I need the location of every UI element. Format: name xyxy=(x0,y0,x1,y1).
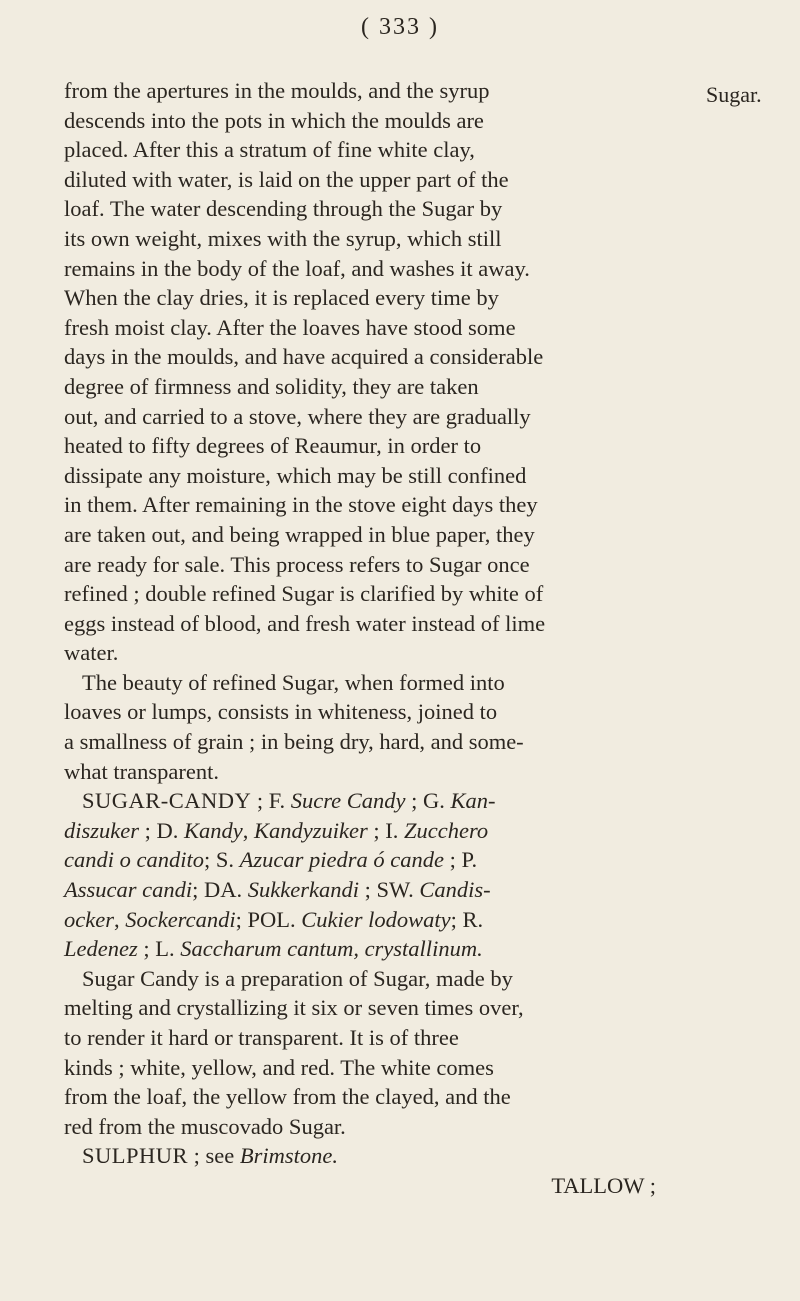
text-line xyxy=(64,816,694,846)
text-line xyxy=(64,845,694,875)
text-line: diluted with water, is laid on the upper part of the xyxy=(64,166,509,192)
foreign-term: Sucre Candy xyxy=(290,788,406,814)
text-line: Sugar Candy is a preparation of Sugar, made by xyxy=(82,965,513,991)
foreign-term: Zucchero xyxy=(403,817,489,843)
separator: ; DA. xyxy=(192,877,248,903)
separator: ; see xyxy=(188,1143,240,1169)
separator: ; I. xyxy=(367,817,404,843)
separator: ; G. xyxy=(405,788,451,814)
separator: ; POL. xyxy=(235,906,302,932)
text-line: loaves or lumps, consists in whiteness, joined to xyxy=(64,699,498,725)
page-number: ( 333 ) xyxy=(361,14,439,40)
text-line: red from the muscovado Sugar. xyxy=(64,1113,346,1139)
entry-heading: SULPHUR xyxy=(82,1143,189,1169)
text-line: placed. After this a stratum of fine white clay, xyxy=(64,137,475,163)
margin-note: Sugar. xyxy=(706,82,762,107)
foreign-term: Kandy xyxy=(184,817,243,843)
foreign-term: candi o candito xyxy=(64,847,204,873)
entry-sulphur xyxy=(64,1141,694,1171)
separator: ; SW. xyxy=(358,877,420,903)
separator: ; L. xyxy=(137,936,181,962)
text-line: dissipate any moisture, which may be still confined xyxy=(64,462,527,488)
text-line: refined ; double refined Sugar is clarified by white of xyxy=(64,581,544,607)
paragraph-sugar-beauty xyxy=(64,668,694,786)
text-line: kinds ; white, yellow, and red. The white comes xyxy=(64,1054,494,1080)
foreign-term: Saccharum cantum, crystallinum. xyxy=(180,936,483,962)
text-line: descends into the pots in which the moulds are xyxy=(64,107,484,133)
text-line: are ready for sale. This process refers to Sugar once xyxy=(64,551,530,577)
text-line: out, and carried to a stove, where they are gradually xyxy=(64,403,531,429)
text-line: what transparent. xyxy=(64,758,219,784)
separator: ; F. xyxy=(251,788,291,814)
paragraph-sugar-candy xyxy=(64,964,694,1142)
text-line: a smallness of grain ; in being dry, hard, and some- xyxy=(64,729,524,755)
entry-heading: SUGAR-CANDY xyxy=(82,788,252,814)
text-line: from the loaf, the yellow from the clayed, and the xyxy=(64,1084,511,1110)
foreign-term: Cukier lodowaty xyxy=(301,906,451,932)
text-line: its own weight, mixes with the syrup, which still xyxy=(64,225,502,251)
text-line: melting and crystallizing it six or seven times over, xyxy=(64,995,524,1021)
separator: ; S. xyxy=(203,847,240,873)
text-line: in them. After remaining in the stove eight days they xyxy=(64,492,538,518)
separator: ; R. xyxy=(450,906,484,932)
text-line: fresh moist clay. After the loaves have stood some xyxy=(64,314,516,340)
paragraph-sugar-refining xyxy=(64,76,694,668)
text-line xyxy=(64,786,694,816)
text-line xyxy=(64,875,694,905)
text-line: water. xyxy=(64,640,119,666)
foreign-term: Sockercandi xyxy=(125,906,236,932)
text-line: remains in the body of the loaf, and washes it away. xyxy=(64,255,530,281)
foreign-term: diszuker xyxy=(64,817,139,843)
foreign-term: ocker xyxy=(64,906,114,932)
foreign-term: Kandyzuiker xyxy=(254,817,368,843)
text-line xyxy=(64,934,694,964)
text-line: degree of firmness and solidity, they are taken xyxy=(64,373,479,399)
separator: ; P. xyxy=(443,847,478,873)
text-line: eggs instead of blood, and fresh water instead of lime xyxy=(64,610,546,636)
foreign-term: Kan- xyxy=(450,788,496,814)
entry-sugar-candy xyxy=(64,786,694,964)
catchword: TALLOW ; xyxy=(551,1172,656,1198)
separator: , xyxy=(242,817,254,843)
body-text xyxy=(64,76,694,1201)
cross-reference: Brimstone. xyxy=(239,1143,339,1169)
separator: , xyxy=(113,906,126,932)
foreign-term: Ledenez xyxy=(64,936,138,962)
separator: ; D. xyxy=(139,817,184,843)
text-line: When the clay dries, it is replaced every time by xyxy=(64,285,499,311)
foreign-term: Assucar candi xyxy=(64,877,193,903)
text-line: to render it hard or transparent. It is of three xyxy=(64,1025,459,1050)
text-line: from the apertures in the moulds, and the syrup xyxy=(64,78,490,103)
text-line: The beauty of refined Sugar, when formed into xyxy=(82,669,505,695)
foreign-term: Azucar piedra ó cande xyxy=(239,847,444,873)
text-line: days in the moulds, and have acquired a considerable xyxy=(64,344,544,370)
text-line: are taken out, and being wrapped in blue paper, they xyxy=(64,521,535,547)
text-line xyxy=(64,905,694,935)
text-line: loaf. The water descending through the Sugar by xyxy=(64,196,503,222)
foreign-term: Candis- xyxy=(419,877,491,903)
text-line: heated to fifty degrees of Reaumur, in order to xyxy=(64,433,482,459)
foreign-term: Sukkerkandi xyxy=(247,877,359,903)
